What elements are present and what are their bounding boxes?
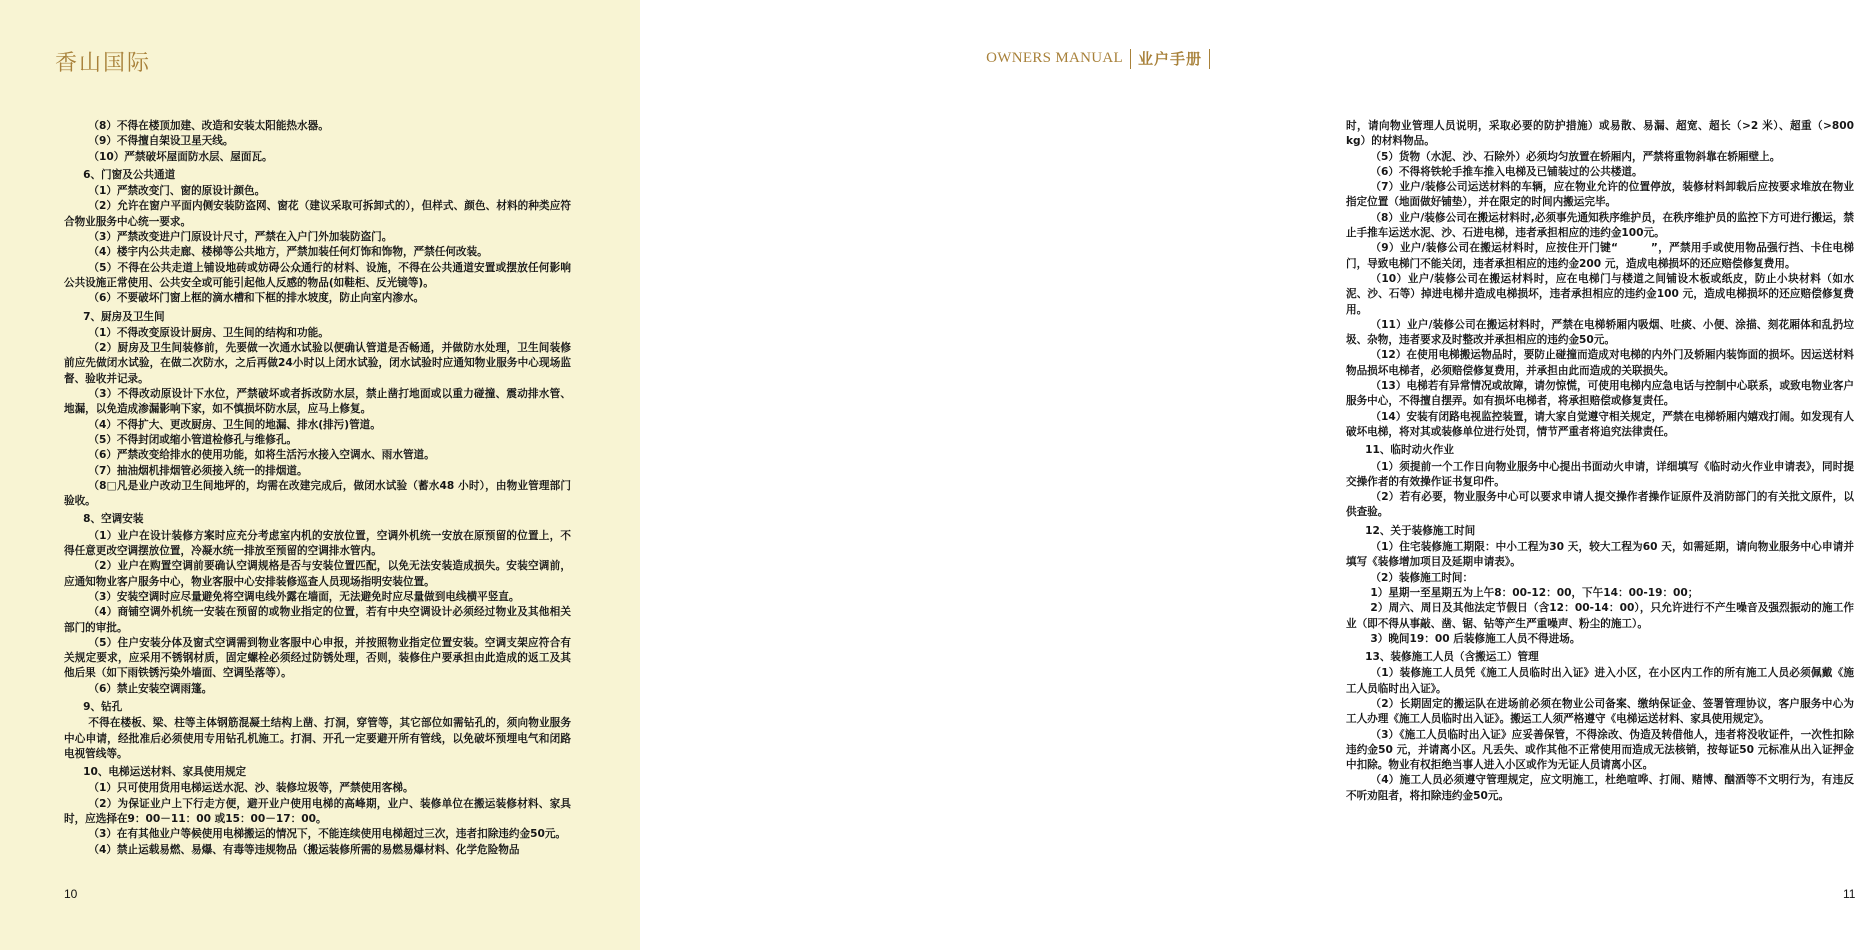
section-heading: 7、厨房及卫生间 xyxy=(83,310,165,323)
paragraph: （4）不得扩大、更改厨房、卫生间的地漏、排水(排污)管道。 xyxy=(88,418,381,431)
paragraph: （2）业户在购置空调前要确认空调规格是否与安装位置匹配，以免无法安装造成损失。安装空调前，应通知物业客户服务中心，物业客服中心安排装修巡查人员现场指明安装位置。 xyxy=(64,560,571,588)
right-page-body xyxy=(1346,119,1854,804)
paragraph: （6）不要破坏门窗上框的滴水槽和下框的排水坡度，防止向室内渗水。 xyxy=(88,292,425,305)
paragraph: （3）《施工人员临时出入证》应妥善保管，不得涂改、伪造及转借他人，违者将没收证件，一次性扣除违约金50 元，并请离小区。凡丢失、或作其他不正常使用而造成无法核销，按每证50 元标准从出入证押金中扣除。物业有权拒绝当事人进入小区或作为无证人员请离小区。 xyxy=(1346,728,1854,772)
left-page-body xyxy=(64,119,571,858)
paragraph: （13）电梯若有异常情况或故障，请勿惊慌，可使用电梯内应急电话与控制中心联系，或致电物业客户服务中心，不得擅自摆弄。如有损坏电梯者，将承担赔偿或修复责任。 xyxy=(1346,380,1854,408)
paragraph: （1）装修施工人员凭《施工人员临时出入证》进入小区，在小区内工作的所有施工人员必须佩戴《施工人员临时出入证》。 xyxy=(1346,667,1854,695)
section-heading: 13、装修施工人员（含搬运工）管理 xyxy=(1365,651,1539,664)
section-heading: 10、电梯运送材料、家具使用规定 xyxy=(83,766,247,779)
paragraph: （9）业户/装修公司在搬运材料时，应按住开门键“ ”，严禁用手或使用物品强行挡、卡住电梯门，导致电梯门不能关闭，违者承担相应的违约金200 元，造成电梯损坏的还应赔偿修复费用。 xyxy=(1346,242,1854,270)
paragraph: （2）厨房及卫生间装修前，先要做一次通水试验以便确认管道是否畅通，并做防水处理，卫生间装修前应先做闭水试验，在做二次防水，之后再做24小时以上闭水试验，闭水试验时应通知物业服务中心现场监督、验收并记录。 xyxy=(64,342,571,385)
paragraph: （5）货物（水泥、沙、石除外）必须均匀放置在轿厢内，严禁将重物斜靠在轿厢壁上。 xyxy=(1370,150,1781,163)
brand-logo: 香山国际 xyxy=(55,51,152,76)
paragraph: （1）须提前一个工作日向物业服务中心提出书面动火申请，详细填写《临时动火作业申请表》，同时提交操作者的有效操作证书复印件。 xyxy=(1346,460,1854,488)
section-heading: 12、关于装修施工时间 xyxy=(1365,524,1476,537)
paragraph: （10）严禁破坏屋面防水层、屋面瓦。 xyxy=(88,150,273,163)
page-number-left: 10 xyxy=(64,887,78,901)
header-divider xyxy=(1130,49,1131,69)
paragraph: （4）禁止运载易燃、易爆、有毒等违规物品（搬运装修所需的易燃易爆材料、化学危险物品 xyxy=(88,843,520,856)
paragraph: （11）业户/装修公司在搬运材料时，严禁在电梯轿厢内吸烟、吐痰、小便、涂描、刻花厢体和乱扔垃圾、杂物，违者要求及时整改并承担相应的违约金50元。 xyxy=(1346,318,1854,347)
paragraph: （2）允许在窗户平面内侧安装防盗网、窗花（建议采取可拆卸式的），但样式、颜色、材料的种类应符合物业服务中心统一要求。 xyxy=(64,200,571,228)
paragraph: （14）安装有闭路电视监控装置，请大家自觉遵守相关规定，严禁在电梯轿厢内嬉戏打闹。如发现有人破坏电梯，将对其或装修单位进行处罚，情节严重者将追究法律责任。 xyxy=(1346,410,1854,438)
paragraph: （4）商铺空调外机统一安装在预留的或物业指定的位置，若有中央空调设计必须经过物业及其他相关部门的审批。 xyxy=(64,606,571,634)
manual-header xyxy=(986,48,1217,69)
paragraph: （9）不得擅自架设卫星天线。 xyxy=(88,135,234,148)
paragraph: （6）不得将铁轮手推车推入电梯及已铺装过的公共楼道。 xyxy=(1370,165,1643,178)
paragraph: （1）住宅装修施工期限：中小工程为30 天，较大工程为60 天，如需延期，请向物业服务中心申请并填写《装修增加项目及延期申请表》。 xyxy=(1346,541,1854,569)
section-heading: 6、门窗及公共通道 xyxy=(83,168,176,181)
section-heading: 9、钻孔 xyxy=(83,700,123,713)
paragraph: （2）为保证业户上下行走方便，避开业户使用电梯的高峰期，业户、装修单位在搬运装修材料、家具时，应选择在9：00－11：00 或15：00－17：00。 xyxy=(64,797,571,826)
paragraph: （3）不得改动原设计下水位，严禁破坏或者拆改防水层，禁止凿打地面或以重力碰撞、震动排水管、地漏，以免造成渗漏影响下家，如不慎损坏防水层，应马上修复。 xyxy=(64,388,571,416)
paragraph: 2）周六、周日及其他法定节假日（含12：00-14：00），只允许进行不产生噪音及强烈振动的施工作业（即不得从事敲、凿、锯、钻等产生严重噪声、粉尘的施工）。 xyxy=(1346,602,1854,630)
right-page xyxy=(640,0,1855,950)
header-divider xyxy=(1209,49,1210,69)
paragraph: （8）不得在楼顶加建、改造和安装太阳能热水器。 xyxy=(88,120,329,132)
paragraph: （6）严禁改变给排水的使用功能，如将生活污水接入空调水、雨水管道。 xyxy=(88,449,435,462)
paragraph: （5）不得在公共走道上铺设地砖或妨碍公众通行的材料、设施，不得在公共通道安置或摆放任何影响公共设施正常使用、公共安全或可能引起他人反感的物品(如鞋柜、反光镜等)。 xyxy=(64,261,571,289)
paragraph: （10）业户/装修公司在搬运材料时，应在电梯门与楼道之间铺设木板或纸皮，防止小块材料（如水泥、沙、石等）掉进电梯井造成电梯损坏，违者承担相应的违约金100 元，造成电梯损坏的还应赔偿修复费用。 xyxy=(1346,272,1854,316)
paragraph: （12）在使用电梯搬运物品时，要防止碰撞而造成对电梯的内外门及轿厢内装饰面的损坏。因运送材料物品损坏电梯者，必须赔偿修复费用，并承担由此而造成的关联损失。 xyxy=(1346,349,1854,377)
paragraph: （3）在有其他业户等候使用电梯搬运的情况下，不能连续使用电梯超过三次，违者扣除违约金50元。 xyxy=(88,828,567,841)
paragraph: （1）业户在设计装修方案时应充分考虑室内机的安放位置，空调外机统一安放在原预留的位置上，不得任意更改空调摆放位置，冷凝水统一排放至预留的空调排水管内。 xyxy=(64,529,571,558)
paragraph: （2）长期固定的搬运队在进场前必须在物业公司备案、缴纳保证金、签署管理协议，客户服务中心为工人办理《施工人员临时出入证》。搬运工人须严格遵守《电梯运送材料、家具使用规定》。 xyxy=(1346,697,1854,726)
paragraph: （1）不得改变原设计厨房、卫生间的结构和功能。 xyxy=(88,326,329,339)
paragraph: （1）严禁改变门、窗的原设计颜色。 xyxy=(88,185,266,198)
paragraph: （3）严禁改变进户门原设计尺寸，严禁在入户门外加装防盗门。 xyxy=(88,231,393,244)
header-title-en: OWNERS MANUAL xyxy=(986,50,1123,66)
paragraph: （2）若有必要，物业服务中心可以要求申请人提交操作者操作证原件及消防部门的有关批文原件，以供查验。 xyxy=(1346,491,1854,519)
left-page xyxy=(0,0,640,950)
paragraph: （5）住户安装分体及窗式空调需到物业客服中心申报，并按照物业指定位置安装。空调支架应符合有关规定要求，应采用不锈钢材质，固定螺栓必须经过防锈处理，否则，装修住户要承担由此造成的返工及其他后果（如下雨铁锈污染外墙面、空调坠落等）。 xyxy=(64,636,571,680)
page-number-right: 11 xyxy=(1843,887,1855,901)
paragraph: （8□凡是业户改动卫生间地坪的，均需在改建完成后，做闭水试验（蓄水48 小时），由物业管理部门验收。 xyxy=(64,479,571,508)
section-heading: 8、空调安装 xyxy=(83,513,144,526)
paragraph: （3）安装空调时应尽量避免将空调电线外露在墙面，无法避免时应尽量做到电线横平竖直。 xyxy=(88,590,520,603)
paragraph: （6）禁止安装空调雨篷。 xyxy=(88,682,213,695)
paragraph: （7）业户/装修公司运送材料的车辆，应在物业允许的位置停放，装修材料卸载后应按要求堆放在物业指定位置（地面做好铺垫），并在限定的时间内搬运完毕。 xyxy=(1346,181,1854,209)
paragraph: （8）业户/装修公司在搬运材料时,必须事先通知秩序维护员，在秩序维护员的监控下方可进行搬运，禁止手推车运送水泥、沙、石进电梯，违者承担相应的违约金100元。 xyxy=(1346,211,1854,240)
paragraph: （2）装修施工时间： xyxy=(1370,571,1474,584)
paragraph: 1）星期一至星期五为上午8：00-12：00，下午14：00-19：00； xyxy=(1370,586,1699,599)
paragraph: 3）晚间19：00 后装修施工人员不得进场。 xyxy=(1370,632,1581,645)
paragraph: （5）不得封闭或缩小管道检修孔与维修孔。 xyxy=(88,433,298,446)
paragraph: （7）抽油烟机排烟管必须接入统一的排烟道。 xyxy=(88,464,308,477)
paragraph: 不得在楼板、梁、柱等主体钢筋混凝土结构上凿、打洞，穿管等，其它部位如需钻孔的，须向物业服务中心申请，经批准后必须使用专用钻孔机施工。打洞、开孔一定要避开所有管线，以免破坏预埋电气和闭路电视管线等。 xyxy=(64,717,571,760)
paragraph: （4）施工人员必须遵守管理规定，应文明施工，杜绝喧哗、打闹、赌博、酗酒等不文明行为，有违反不听劝阻者，将扣除违约金50元。 xyxy=(1346,774,1854,802)
section-heading: 11、临时动火作业 xyxy=(1365,444,1454,457)
paragraph: 时，请向物业管理人员说明，采取必要的防护措施）或易散、易漏、超宽、超长（>2 米）、超重（>800 kg）的材料物品。 xyxy=(1346,120,1854,148)
paragraph: （1）只可使用货用电梯运送水泥、沙、装修垃圾等，严禁使用客梯。 xyxy=(88,782,414,795)
header-title-cn: 业户手册 xyxy=(1137,50,1202,68)
paragraph: （4）楼宇内公共走廊、楼梯等公共地方，严禁加装任何灯饰和饰物，严禁任何改装。 xyxy=(88,246,488,259)
